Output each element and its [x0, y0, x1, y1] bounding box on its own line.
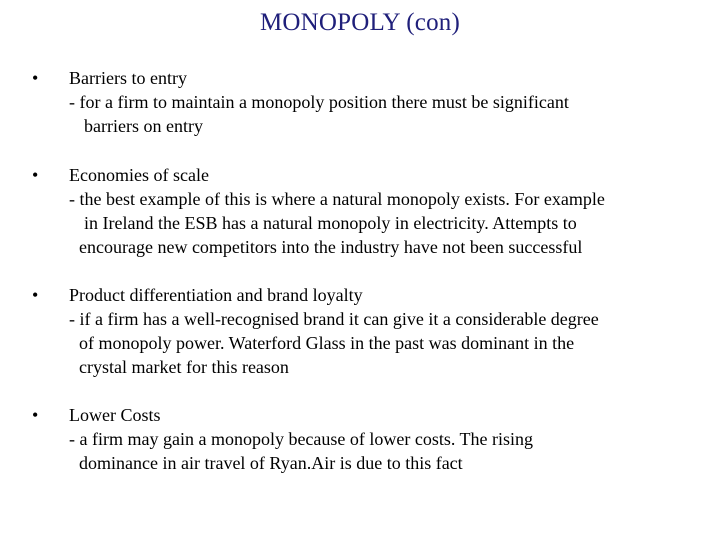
slide-title: MONOPOLY (con) [259, 9, 461, 36]
point-heading: Lower Costs [69, 405, 161, 425]
point-text-line: of monopoly power. Waterford Glass in the past was dominant in the [79, 333, 575, 353]
point-text-line: - the best example of this is where a natural monopoly exists. For example [69, 189, 605, 209]
point-heading: Economies of scale [69, 165, 209, 185]
bullet-icon: • [32, 165, 39, 185]
point-text-line: dominance in air travel of Ryan.Air is due to this fact [79, 453, 463, 473]
bullet-icon: • [32, 285, 39, 305]
point-heading: Barriers to entry [69, 68, 187, 88]
point-heading: Product differentiation and brand loyalty [69, 285, 363, 305]
point-text-line: - for a firm to maintain a monopoly position there must be significant [69, 92, 569, 112]
point-text-line: - if a firm has a well-recognised brand it can give it a considerable degree [69, 309, 599, 329]
point-text-line: encourage new competitors into the industry have not been successful [79, 237, 583, 257]
bullet-icon: • [32, 405, 39, 425]
point-text-line: crystal market for this reason [79, 357, 289, 377]
point-text-line: barriers on entry [84, 116, 203, 136]
bullet-icon: • [32, 68, 39, 88]
point-text-line: - a firm may gain a monopoly because of lower costs. The rising [69, 429, 534, 449]
point-text-line: in Ireland the ESB has a natural monopoly in electricity. Attempts to [84, 213, 577, 233]
